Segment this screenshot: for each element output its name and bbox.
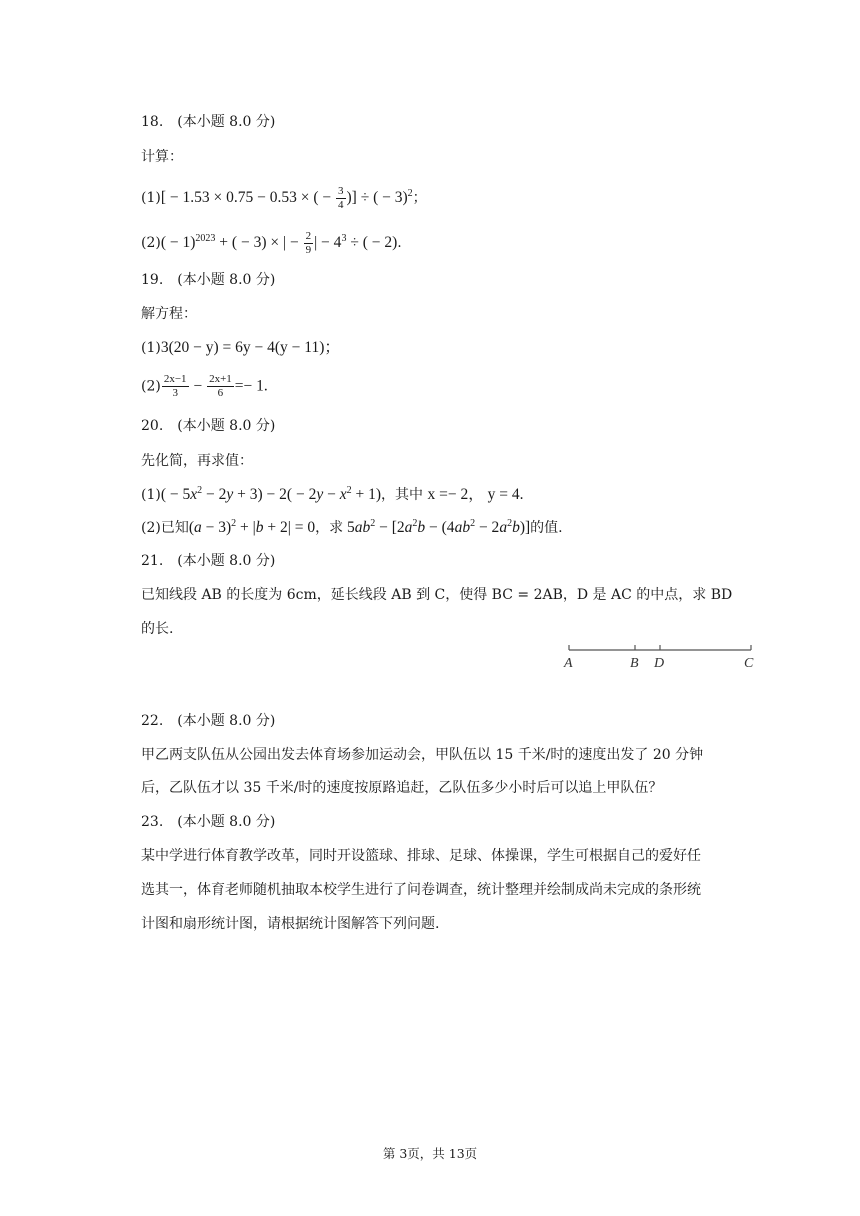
q20-part2-label: (2) bbox=[141, 520, 161, 536]
q18-part1 bbox=[141, 186, 427, 211]
q19-fraction-2: $\frac{2x+1}{6}$ bbox=[209, 373, 232, 399]
q19-part1-label: (1) bbox=[141, 340, 161, 356]
q21-header: 21. (本小题 8.0 分) bbox=[141, 553, 276, 569]
q20-intro: 先化简，再求值： bbox=[141, 453, 253, 469]
q19-part2-tail: =− 1. bbox=[234, 377, 268, 395]
q18-part2-label: (2) bbox=[141, 235, 161, 252]
q23-line-2: 选其一，体育老师随机抽取本校学生进行了问卷调查，统计整理并绘制成尚未完成的条形统 bbox=[141, 882, 701, 898]
q19-header: 19. (本小题 8.0 分) bbox=[141, 272, 276, 288]
q20-part2-condition: $(a - 3)^2 + |b + 2| = 0$ bbox=[188, 518, 316, 536]
q20-part1-values: x =− 2， y = 4. bbox=[427, 486, 524, 503]
q18-part1-expression: [ − 1.53 × 0.75 − 0.53 × ( − $\frac{3}{4}$ )] ÷ ( − 3)$^2$ bbox=[160, 185, 413, 211]
q20-part2-end: 的值. bbox=[530, 520, 563, 536]
q23-header: 23. (本小题 8.0 分) bbox=[141, 814, 276, 830]
q20-part1-condition: ，其中 bbox=[381, 487, 424, 503]
q20-part2-expression: $5ab^2 - [2a^2b - (4ab^2 - 2a^2b)]$ bbox=[343, 518, 531, 536]
q19-part2: (2) $\frac{2x-1}{3}$ − $\frac{2x+1}{6}$ =− 1. bbox=[141, 373, 268, 399]
q22-line-1: 甲乙两支队伍从公园出发去体育场参加运动会，甲队伍以 15 千米/时的速度出发了 20 分钟 bbox=[141, 747, 704, 763]
line-segment-figure bbox=[560, 640, 760, 676]
q18-part1-end: ； bbox=[412, 190, 427, 207]
q20-part2-ask: ，求 bbox=[315, 520, 344, 536]
q23-line-3: 计图和扇形统计图，请根据统计图解答下列问题. bbox=[141, 916, 440, 932]
q19-part1-equation: 3(20 − y) = 6y − 4(y − 11)； bbox=[160, 339, 340, 356]
q20-part2 bbox=[141, 518, 563, 538]
q21-line-2: 的长. bbox=[141, 621, 174, 637]
q19-part1 bbox=[141, 338, 340, 358]
q18-header: 18. (本小题 8.0 分) bbox=[141, 114, 276, 130]
page-number: 第 3页，共 13页 bbox=[382, 1146, 478, 1161]
q20-part2-known: 已知 bbox=[160, 520, 189, 536]
q20-part1-label: (1) bbox=[141, 487, 161, 503]
q20-part1 bbox=[141, 485, 523, 505]
q22-header: 22. (本小题 8.0 分) bbox=[141, 713, 276, 729]
q18-part2-end: . bbox=[397, 235, 402, 252]
q20-part1-expression: ( − $5x^2 - 2y + 3) - 2( - 2y - x^2 + 1)$ bbox=[160, 485, 382, 503]
point-label-d: D bbox=[654, 656, 665, 671]
q18-part2-expression: ( − 1)$^{2023}$ + ( − 3) × | − $\frac{2}{9}$ | − $4^3$ ÷ ( − 2) bbox=[160, 230, 398, 256]
q18-intro: 计算： bbox=[141, 149, 183, 165]
point-label-a: A bbox=[564, 656, 573, 671]
q20-header: 20. (本小题 8.0 分) bbox=[141, 418, 276, 434]
q19-fraction-1: $\frac{2x-1}{3}$ bbox=[163, 373, 187, 399]
point-label-b: B bbox=[630, 656, 639, 671]
q23-line-1: 某中学进行体育教学改革，同时开设篮球、排球、足球、体操课，学生可根据自己的爱好任 bbox=[141, 848, 701, 864]
q21-line-1: 已知线段 AB 的长度为 6cm，延长线段 AB 到 C，使得 BC = 2AB，D 是 AC 的中点，求 BD bbox=[141, 587, 733, 603]
q22-line-2: 后，乙队伍才以 35 千米/时的速度按原路追赶，乙队伍多少小时后可以追上甲队伍？ bbox=[141, 780, 663, 796]
q19-part2-label: (2) bbox=[141, 378, 161, 395]
point-label-c: C bbox=[744, 656, 754, 671]
q18-part2 bbox=[141, 231, 402, 256]
q18-part1-label: (1) bbox=[141, 190, 161, 207]
q19-intro: 解方程： bbox=[141, 306, 197, 322]
